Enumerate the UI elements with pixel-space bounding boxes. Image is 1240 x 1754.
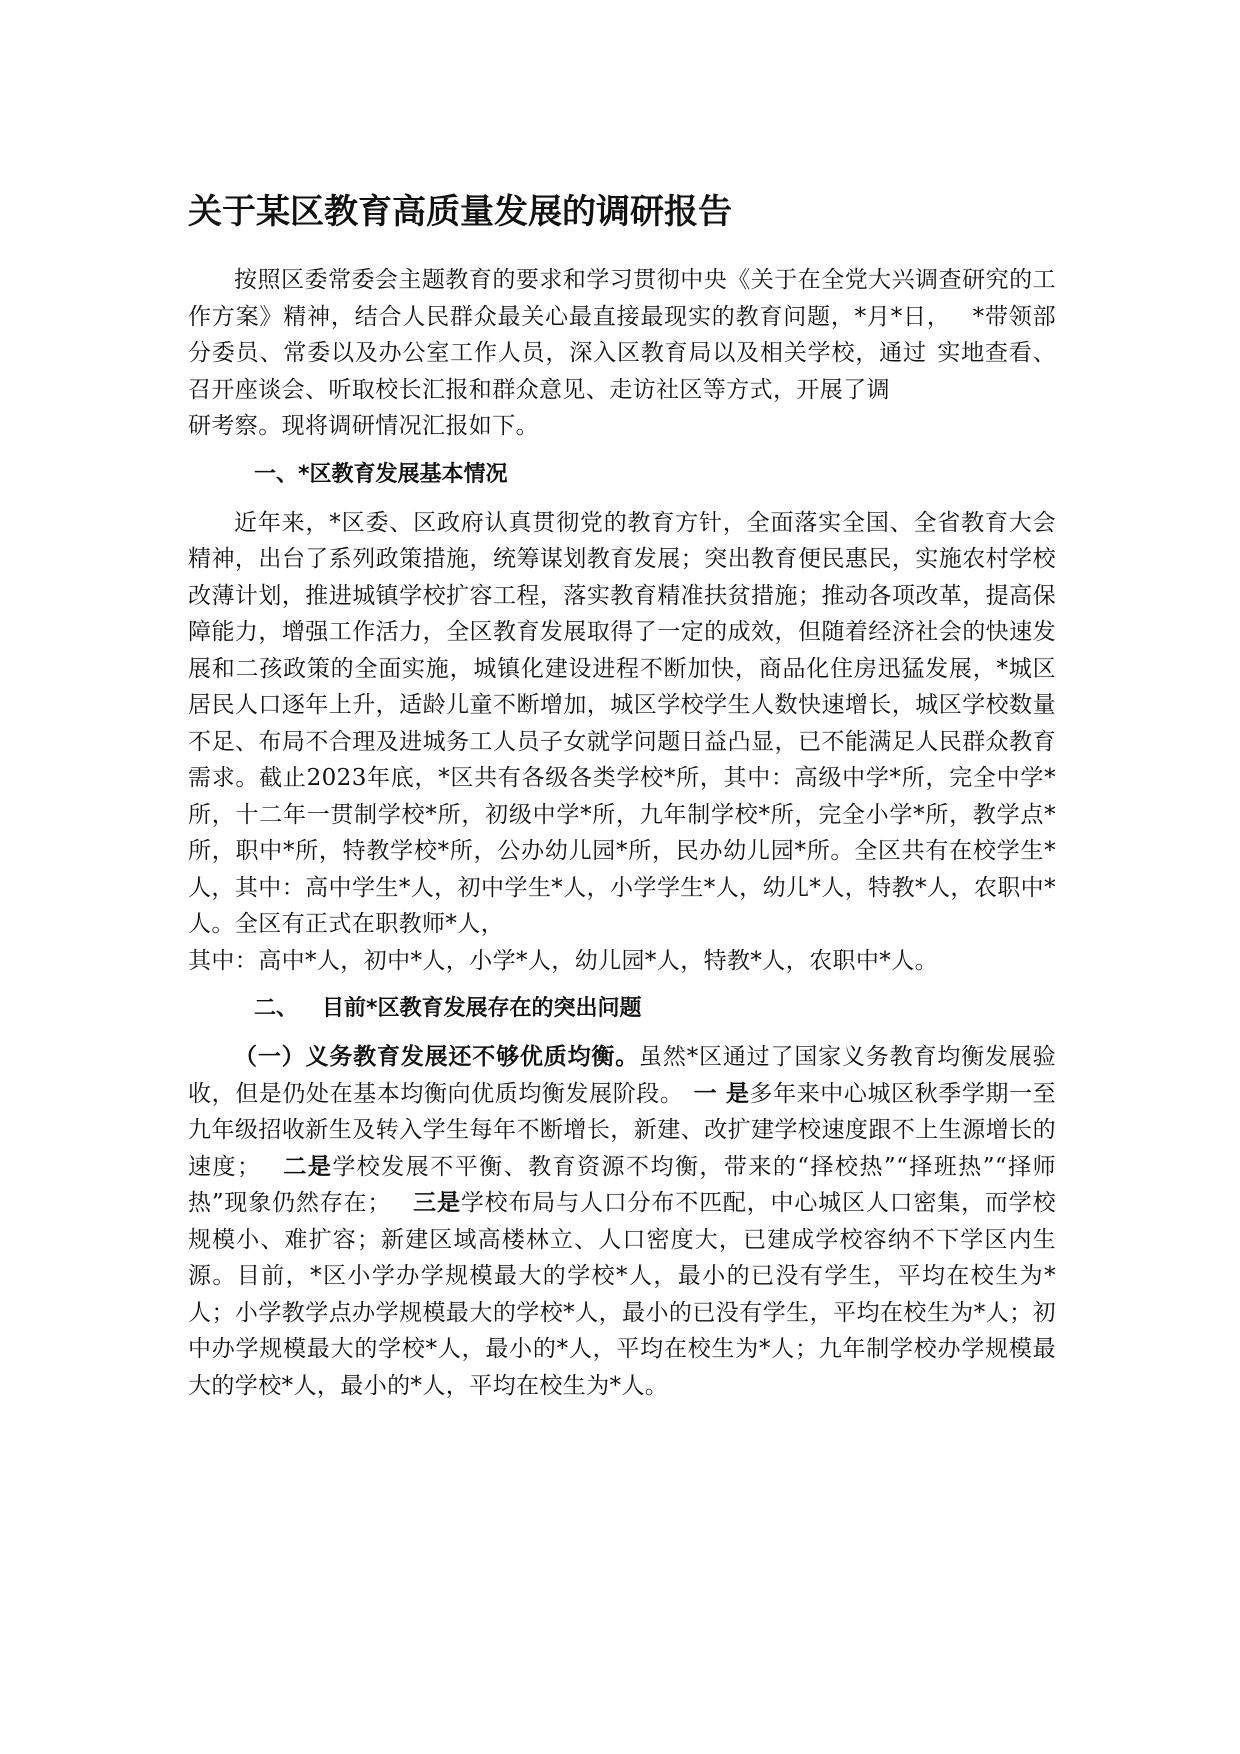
subsection-1-intro: 虽然*区通过了国家义务教育均衡发展验收，但是仍处在基本均衡向优质均衡发展阶段。 xyxy=(188,1044,1056,1107)
point-2-label: 二是 xyxy=(282,1152,333,1180)
section-2-paragraph xyxy=(188,1039,1056,1404)
point-3-text: 学校布局与人口分布不匹配，中心城区人口密集，而学校规模小、难扩容；新建区域高楼林立、人口密度大，已建成学校容纳不下学区内生源。目前，*区小学办学规模最大的学校*人，最小的已没有学生，平均在校生为*人；小学教学点办学规模最大的学校*人，最小的已没有学生，平均在校生为*人；初中办学规模最大的学校*人，最小的*人，平均在校生为*人；九年制学校办学规模最大的学校*人，最小的*人，平均在校生为*人。 xyxy=(188,1190,1056,1399)
point-1-text: 多年来中心城区秋季学期一至九年级招收新生及转入学生每年不断增长，新建、改扩建学校速度跟不上生源增长的速度； xyxy=(188,1080,1056,1180)
section-1-heading: 一、*区教育发展基本情况 xyxy=(254,461,508,487)
point-1-label: 一 是 xyxy=(693,1079,750,1107)
point-2-text: 学校发展不平衡、教育资源不均衡，带来的“择校热”“择班热”“择师热”现象仍然存在； xyxy=(188,1153,1056,1216)
section-2-heading-text: 目前*区教育发展存在的突出问题 xyxy=(322,996,642,1021)
subsection-1-label: （一）义务教育发展还不够优质均衡。 xyxy=(234,1043,640,1070)
intro-line-1: 按照区委常委会主题教育的要求和学习贯彻中央《关于在全党大兴调查研究的工作方案》精神，结合人民群众最关心最直接最现实的教育问题，*月*日， xyxy=(188,267,1056,330)
intro-line-2: *带领部分委员、常委以及办公室工作人员，深入区教育局以及相关学校，通过 xyxy=(188,303,1056,366)
document-body xyxy=(188,190,1056,1404)
section-2-heading-number: 二、 xyxy=(254,996,299,1021)
section-1-paragraph-end: 其中：高中*人，初中*人，小学*人，幼儿园*人，特教*人，农职中*人。 xyxy=(188,947,938,974)
intro-paragraph-end: 研考察。现将调研情况汇报如下。 xyxy=(188,413,539,439)
intro-paragraph xyxy=(188,262,1056,408)
point-3-label: 三是 xyxy=(412,1189,461,1216)
document-title: 关于某区教育高质量发展的调研报告 xyxy=(188,192,732,232)
section-2-heading xyxy=(188,991,1056,1027)
section-1-paragraph: 近年来，*区委、区政府认真贯彻党的教育方针，全面落实全国、全省教育大会精神，出台了系列政策措施，统筹谋划教育发展；突出教育便民惠民，实施农村学校改薄计划，推进城镇学校扩容工程，落实教育精准扶贫措施；推动各项改革，提高保障能力，增强工作活力，全区教育发展取得了一定的成效，但随着经济社会的快速发展和二孩政策的全面实施，城镇化建设进程不断加快，商品化住房迅猛发展，*城区居民人口逐年上升，适龄儿童不断增加，城区学校学生人数快速增长，城区学校数量不足、布局不合理及进城务工人员子女就学问题日益凸显，已不能满足人民群众教育需求。截止2023年底，*区共有各级各类学校*所，其中：高级中学*所，完全中学*所，十二年一贯制学校*所，初级中学*所，九年制学校*所，完全小学*所，教学点*所，职中*所，特教学校*所，公办幼儿园*所，民办幼儿园*所。全区共有在校学生*人，其中：高中学生*人，初中学生*人，小学学生*人，幼儿*人，特教*人，农职中*人。全区有正式在职教师*人， xyxy=(188,509,1056,937)
intro-line-3: 实地查看、召开座谈会、听取校长汇报和群众意见、走访社区等方式，开展了调 xyxy=(188,340,1056,403)
